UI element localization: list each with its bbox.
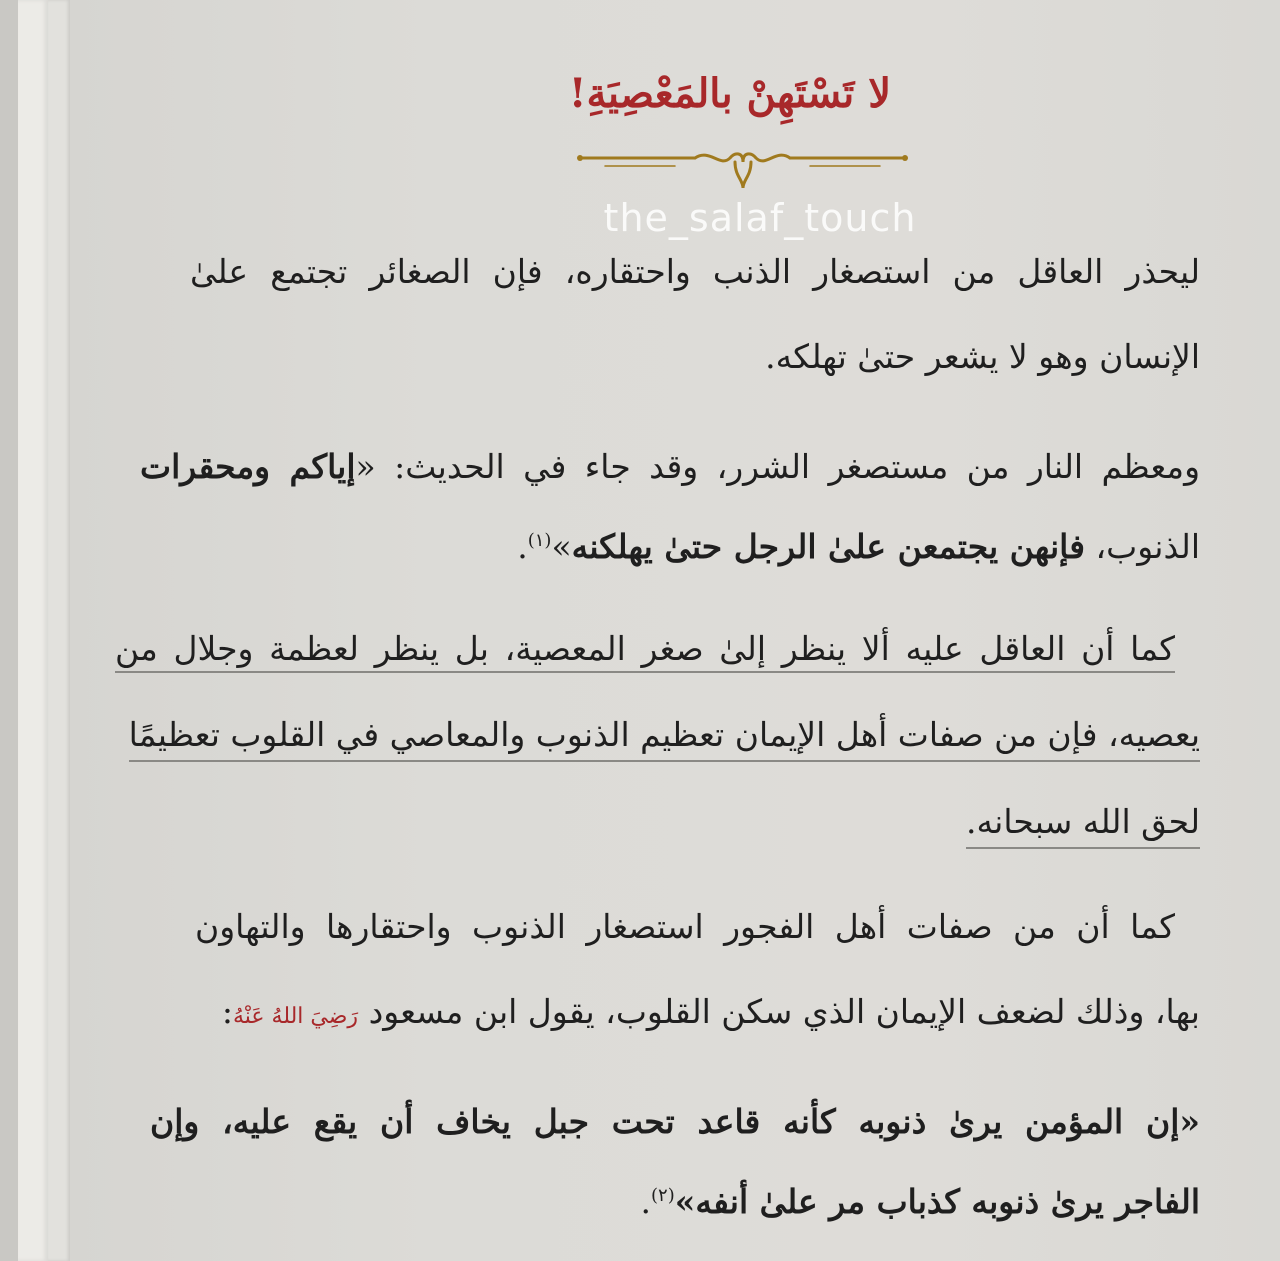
page-title: لا تَسْتَهِنْ بالمَعْصِيَةِ! xyxy=(568,70,892,117)
book-page xyxy=(70,0,1280,1261)
ornament-divider-icon xyxy=(575,140,910,195)
quote-text: «إن المؤمن يرىٰ ذنوبه كأنه قاعد تحت جبل يخاف أن يقع عليه، وإن xyxy=(150,1102,1200,1141)
watermark: the_salaf_touch xyxy=(603,196,917,240)
paragraph-line xyxy=(517,527,1200,566)
page-stack-edge xyxy=(48,0,70,1261)
quote-line xyxy=(640,1182,1200,1221)
text-span: الذنوب، xyxy=(1085,527,1200,566)
paragraph-line xyxy=(128,715,1200,754)
hadith-text: إياكم ومحقرات xyxy=(140,447,356,486)
hadith-text: فإنهن يجتمعن علىٰ الرجل حتىٰ يهلكنه xyxy=(571,527,1086,566)
paragraph-line xyxy=(965,802,1200,841)
text-span: . xyxy=(640,1182,652,1221)
quote-text: الفاجر يرىٰ ذنوبه كذباب مر علىٰ أنفه» xyxy=(674,1182,1200,1221)
underlined-text: كما أن العاقل عليه ألا ينظر إلىٰ صغر المعصية، بل ينظر لعظمة وجلال من xyxy=(115,632,1175,673)
underlined-text: لحق الله سبحانه. xyxy=(966,802,1200,849)
page-stack-edge xyxy=(0,0,18,1261)
paragraph-line xyxy=(115,629,1175,673)
footnote-marker: (١) xyxy=(527,530,552,551)
text-span: : xyxy=(221,992,233,1031)
footnote-marker: (٢) xyxy=(651,1185,675,1206)
quote-line xyxy=(150,1102,1200,1141)
honorific-text: رَضِيَ اللهُ عَنْهُ xyxy=(232,1004,359,1029)
page-stack-edge xyxy=(18,0,48,1261)
underlined-text: يعصيه، فإن من صفات أهل الإيمان تعظيم الذنوب والمعاصي في القلوب تعظيمًا xyxy=(129,715,1200,762)
paragraph-line: ليحذر العاقل من استصغار الذنب واحتقاره، فإن الصغائر تجتمع علىٰ xyxy=(190,252,1200,291)
paragraph-line xyxy=(221,992,1200,1031)
text-span: » xyxy=(551,527,572,566)
paragraph-line xyxy=(140,447,1201,486)
text-span: . xyxy=(517,527,528,566)
paragraph-line: الإنسان وهو لا يشعر حتىٰ تهلكه. xyxy=(765,337,1200,376)
paragraph-line: كما أن من صفات أهل الفجور استصغار الذنوب واحتقارها والتهاون xyxy=(195,907,1175,946)
text-span: بها، وذلك لضعف الإيمان الذي سكن القلوب، يقول ابن مسعود xyxy=(368,992,1200,1031)
text-span: ومعظم النار من مستصغر الشرر، وقد جاء في الحديث: « xyxy=(355,447,1201,486)
